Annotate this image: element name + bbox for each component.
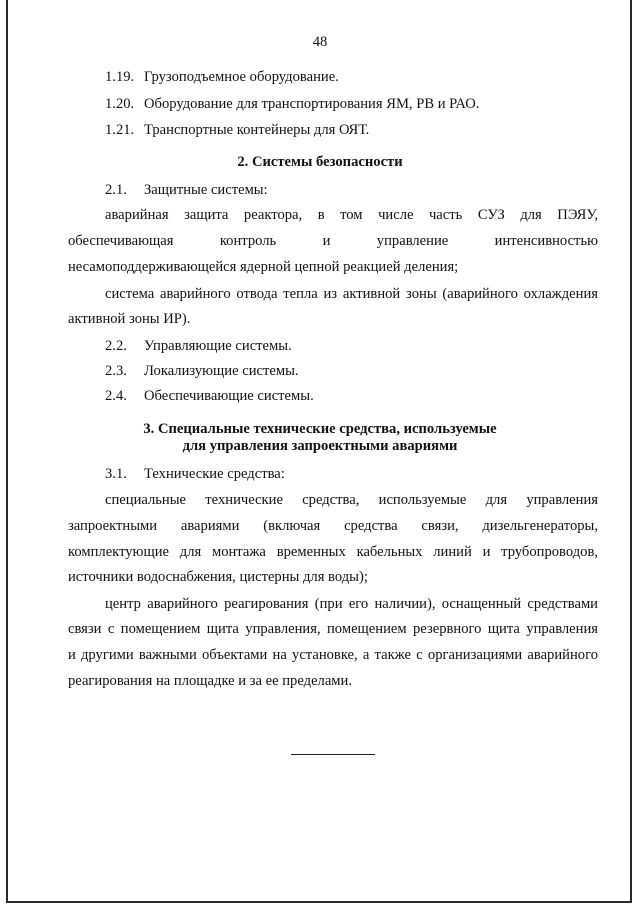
paragraph-line: активной зоны ИР). [68, 311, 191, 327]
list-item-2-3 [105, 362, 299, 380]
list-item-2-2 [105, 337, 292, 355]
paragraph-line: специальные технические средства, используемые для управления [105, 492, 598, 508]
item-number: 2.3. [105, 363, 127, 379]
paragraph-line: источники водоснабжения, цистерны для воды); [68, 569, 368, 585]
section-3-heading-line1: 3. Специальные технические средства, используемые [143, 421, 497, 437]
item-text: Обеспечивающие системы. [144, 388, 314, 404]
list-item-2-1 [105, 181, 268, 199]
item-number: 3.1. [105, 466, 127, 482]
section-2-heading: 2. Системы безопасности [237, 154, 403, 170]
item-text: Оборудование для транспортирования ЯМ, РВ и РАО. [144, 96, 480, 112]
list-item-1-19 [105, 68, 339, 86]
end-separator-line [291, 754, 375, 755]
item-number: 1.20. [105, 96, 135, 112]
list-item-2-4 [105, 387, 314, 405]
item-number: 1.19. [105, 69, 135, 85]
paragraph-line: аварийная защита реактора, в том числе часть СУЗ для ПЭЯУ, [105, 207, 598, 223]
section-3-heading-line2: для управления запроектными авариями [182, 438, 458, 454]
paragraph-line: реагирования на площадке и за ее пределами. [68, 673, 352, 689]
item-number: 2.2. [105, 338, 127, 354]
paragraph-line: комплектующие для монтажа временных кабельных линий и трубопроводов, [68, 544, 598, 560]
paragraph-line: и другими важными объектами на установке, а также с организациями аварийного [68, 647, 598, 663]
item-text: Локализующие системы. [144, 363, 299, 379]
item-number: 1.21. [105, 122, 135, 138]
paragraph-line: система аварийного отвода тепла из активной зоны (аварийного охлаждения [105, 286, 598, 302]
paragraph-line: связи с помещением щита управления, помещением резервного щита управления [68, 621, 598, 637]
item-text: Грузоподъемное оборудование. [144, 69, 339, 85]
paragraph-line: центр аварийного реагирования (при его наличии), оснащенный средствами [105, 596, 598, 612]
item-text: Защитные системы: [144, 182, 268, 198]
list-item-1-21 [105, 121, 369, 139]
item-number: 2.1. [105, 182, 127, 198]
list-item-3-1 [105, 465, 285, 483]
item-text: Управляющие системы. [144, 338, 292, 354]
paragraph-line: обеспечивающая контроль и управление интенсивностью [68, 233, 598, 249]
paragraph-line: запроектными авариями (включая средства связи, дизельгенераторы, [68, 518, 598, 534]
paragraph-line: несамоподдерживающейся ядерной цепной реакцией деления; [68, 259, 459, 275]
item-text: Транспортные контейнеры для ОЯТ. [144, 122, 370, 138]
item-number: 2.4. [105, 388, 127, 404]
item-text: Технические средства: [144, 466, 285, 482]
page-number: 48 [312, 34, 328, 50]
list-item-1-20 [105, 95, 479, 113]
